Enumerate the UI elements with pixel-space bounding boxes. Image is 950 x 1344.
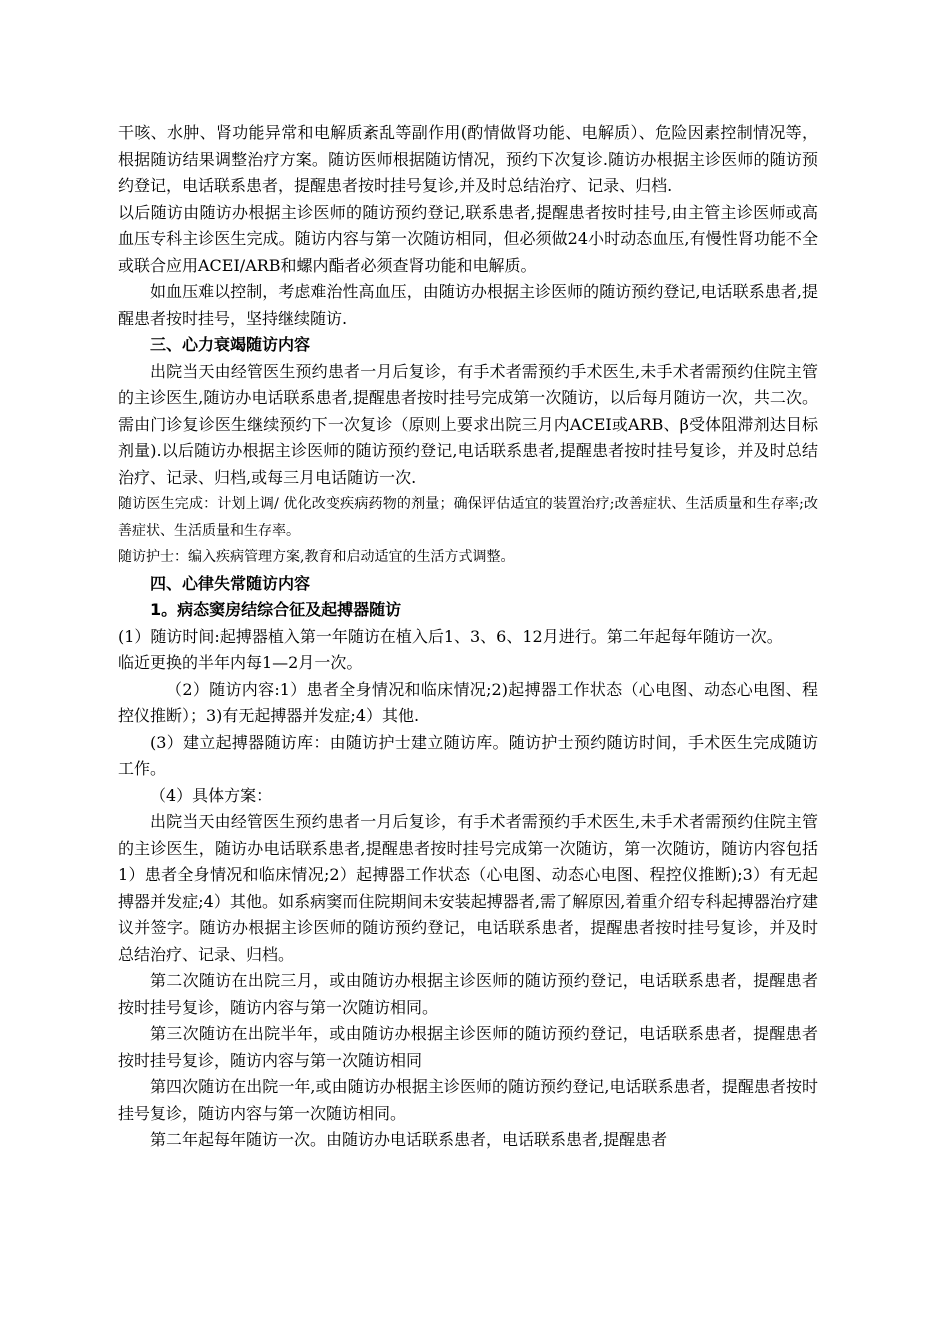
paragraph-2: 以后随访由随访办根据主诊医师的随访预约登记,联系患者,提醒患者按时挂号,由主管主诊医师或高血压专科主诊医生完成。随访内容与第一次随访相同，但必须做24小时动态血压,有慢性肾功能不全或联合应用ACEI/ARB和螺内酯者必须查肾功能和电解质。 [118, 202, 818, 275]
paragraph-1: 干咳、水肿、肾功能异常和电解质紊乱等副作用(酌情做肾功能、电解质）、危险因素控制情况等，根据随访结果调整治疗方案。随访医师根据随访情况，预约下次复诊.随访办根据主诊医师的随访预约登记，电话联系患者，提醒患者按时挂号复诊,并及时总结治疗、记录、归档. [118, 123, 818, 195]
paragraph-12: 出院当天由经管医生预约患者一月后复诊，有手术者需预约手术医生,未手术者需预约住院主管的主诊医生，随访办电话联系患者,提醒患者按时挂号完成第一次随访，第一次随访，随访内容包括1）患者全身情况和临床情况;2）起搏器工作状态（心电图、动态心电图、程控仪推断);3）有无起搏器并发症;4）其他。如系病窦而住院期间未安装起搏器者,需了解原因,着重介绍专科起搏器治疗建议并签字。随访办根据主诊医师的随访预约登记，电话联系患者，提醒患者按时挂号复诊，并及时总结治疗、记录、归档。 [118, 812, 818, 964]
paragraph-3: 如血压难以控制，考虑难治性高血压，由随访办根据主诊医师的随访预约登记,电话联系患者,提醒患者按时挂号，坚持继续随访. [118, 282, 818, 328]
paragraph-15: 第四次随访在出院一年,或由随访办根据主诊医师的随访预约登记,电话联系患者，提醒患者按时挂号复诊，随访内容与第一次随访相同。 [118, 1077, 818, 1123]
paragraph-13: 第二次随访在出院三月，或由随访办根据主诊医师的随访预约登记，电话联系患者，提醒患者按时挂号复诊，随访内容与第一次随访相同。 [118, 971, 818, 1017]
paragraph-9: （2）随访内容:1）患者全身情况和临床情况;2)起搏器工作状态（心电图、动态心电图、程控仪推断）；3)有无起搏器并发症;4）其他. [118, 679, 818, 725]
document-page [118, 120, 818, 1154]
section-heading-arrhythmia: 四、心律失常随访内容 [150, 573, 311, 593]
subsection-heading-pacemaker: 1。病态窦房结综合征及起搏器随访 [150, 600, 402, 619]
paragraph-14: 第三次随访在出院半年，或由随访办根据主诊医师的随访预约登记，电话联系患者，提醒患者按时挂号复诊，随访内容与第一次随访相同 [118, 1024, 818, 1070]
paragraph-7: (1）随访时间:起搏器植入第一年随访在植入后1、3、6、12月进行。第二年起每年随访一次。 [118, 626, 783, 646]
paragraph-8: 临近更换的半年内每1—2月一次。 [118, 653, 363, 672]
paragraph-4: 出院当天由经管医生预约患者一月后复诊，有手术者需预约手术医生,未手术者需预约住院主管的主诊医生,随访办电话联系患者,提醒患者按时挂号完成第一次随访，以后每月随访一次，共二次。需由门诊复诊医生继续预约下一次复诊（原则上要求出院三月内ACEI或ARB、β受体阻滞剂达目标剂量).以后随访办根据主诊医师的随访预约登记,电话联系患者,提醒患者按时挂号复诊，并及时总结治疗、记录、归档,或每三月电话随访一次. [118, 361, 818, 487]
paragraph-11: （4）具体方案： [150, 785, 273, 805]
paragraph-16: 第二年起每年随访一次。由随访办电话联系患者，电话联系患者,提醒患者 [150, 1130, 668, 1149]
paragraph-10: (3）建立起搏器随访库：由随访护士建立随访库。随访护士预约随访时间，手术医生完成随访工作。 [118, 732, 818, 778]
paragraph-5: 随访医生完成：计划上调/ 优化改变疾病药物的剂量；确保评估适宜的装置治疗;改善症状、生活质量和生存率;改善症状、生活质量和生存率。 [118, 496, 818, 539]
section-heading-heart-failure: 三、心力衰竭随访内容 [150, 335, 311, 354]
paragraph-6: 随访护士：编入疾病管理方案,教育和启动适宜的生活方式调整。 [118, 549, 515, 565]
